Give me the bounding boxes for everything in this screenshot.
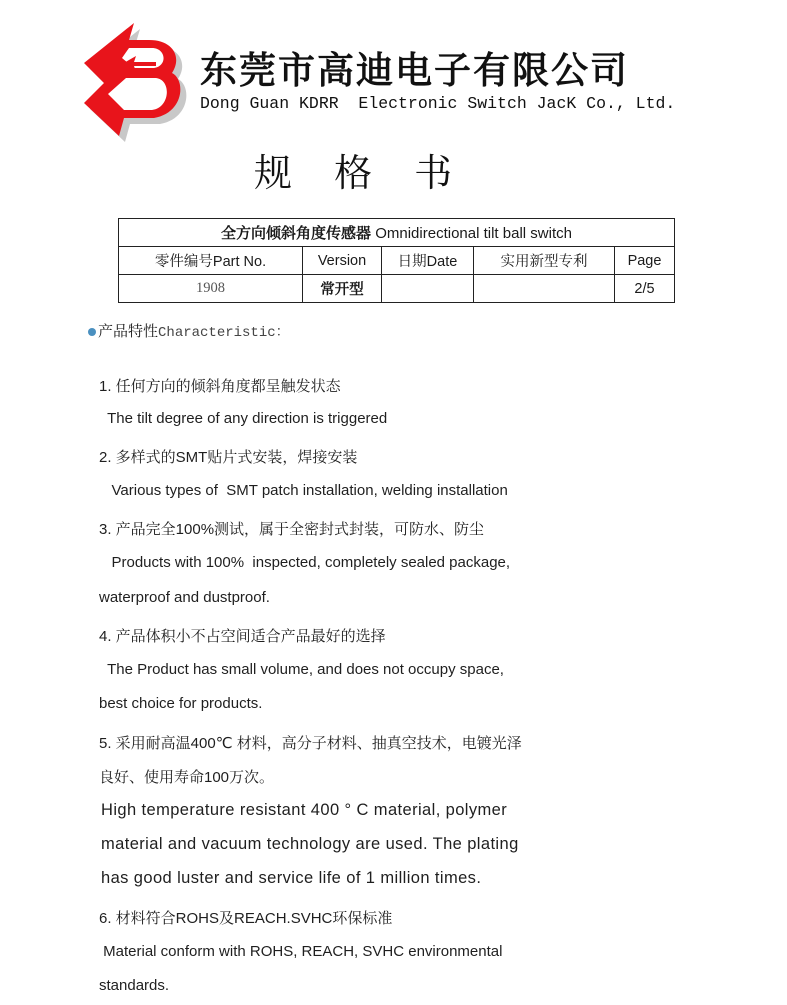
patent-value xyxy=(474,275,615,303)
bullet-dot-icon xyxy=(88,328,96,336)
char-line: 3. 产品完全100%测试，属于全密封式封装，可防水、防尘 xyxy=(99,521,485,538)
version-value: 常开型 xyxy=(303,275,382,303)
char-line: best choice for products. xyxy=(99,695,263,712)
char-line: standards. xyxy=(99,977,170,994)
product-title-cell xyxy=(119,219,675,247)
col-date: 日期Date xyxy=(382,247,474,275)
date-value xyxy=(382,275,474,303)
spec-table xyxy=(118,218,675,303)
char-line: 1. 任何方向的倾斜角度都呈触发状态 xyxy=(99,378,341,395)
char-line: High temperature resistant 400 ° C material, polymer xyxy=(101,801,508,819)
char-line: Products with 100% inspected, completely sealed package, xyxy=(99,554,511,571)
char-line: 2. 多样式的SMT贴片式安装，焊接安装 xyxy=(99,449,358,466)
heading-cn: 产品特性 xyxy=(98,323,159,340)
product-title-cn: 全方向倾斜角度传感器 xyxy=(221,225,372,242)
characteristics-heading xyxy=(88,320,290,341)
char-line: 6. 材料符合ROHS及REACH.SVHC环保标准 xyxy=(99,910,393,927)
col-part-no: 零件编号Part No. xyxy=(119,247,303,275)
company-name-cn: 东莞市高迪电子有限公司 xyxy=(200,48,629,92)
col-patent: 实用新型专利 xyxy=(474,247,615,275)
table-header-row xyxy=(119,247,675,275)
char-line: 良好、使用寿命100万次。 xyxy=(99,769,275,786)
heading-en: Characteristic： xyxy=(158,325,290,341)
char-line: 5. 采用耐高温400℃ 材料，高分子材料、抽真空技术，电镀光泽 xyxy=(99,735,522,752)
char-line: material and vacuum technology are used. The plating xyxy=(101,835,519,853)
page-value: 2/5 xyxy=(615,275,675,303)
table-title-row xyxy=(119,219,675,247)
char-line: has good luster and service life of 1 million times. xyxy=(101,869,482,887)
part-no-value: 1908 xyxy=(119,275,303,303)
char-line: waterproof and dustproof. xyxy=(99,589,270,606)
char-line: Material conform with ROHS, REACH, SVHC environmental xyxy=(99,943,503,960)
col-version: Version xyxy=(303,247,382,275)
company-name-en: Dong Guan KDRR Electronic Switch JacK Co., Ltd. xyxy=(200,94,676,113)
company-logo-icon xyxy=(74,18,194,143)
col-page: Page xyxy=(615,247,675,275)
char-line: Various types of SMT patch installation, welding installation xyxy=(99,482,508,499)
document-title: 规 格 书 xyxy=(254,151,453,195)
char-line: The Product has small volume, and does not occupy space, xyxy=(99,661,504,678)
product-title-en: Omnidirectional tilt ball switch xyxy=(371,225,572,242)
char-line: The tilt degree of any direction is triggered xyxy=(99,410,388,427)
table-row xyxy=(119,275,675,303)
char-line: 4. 产品体积小不占空间适合产品最好的选择 xyxy=(99,628,386,645)
